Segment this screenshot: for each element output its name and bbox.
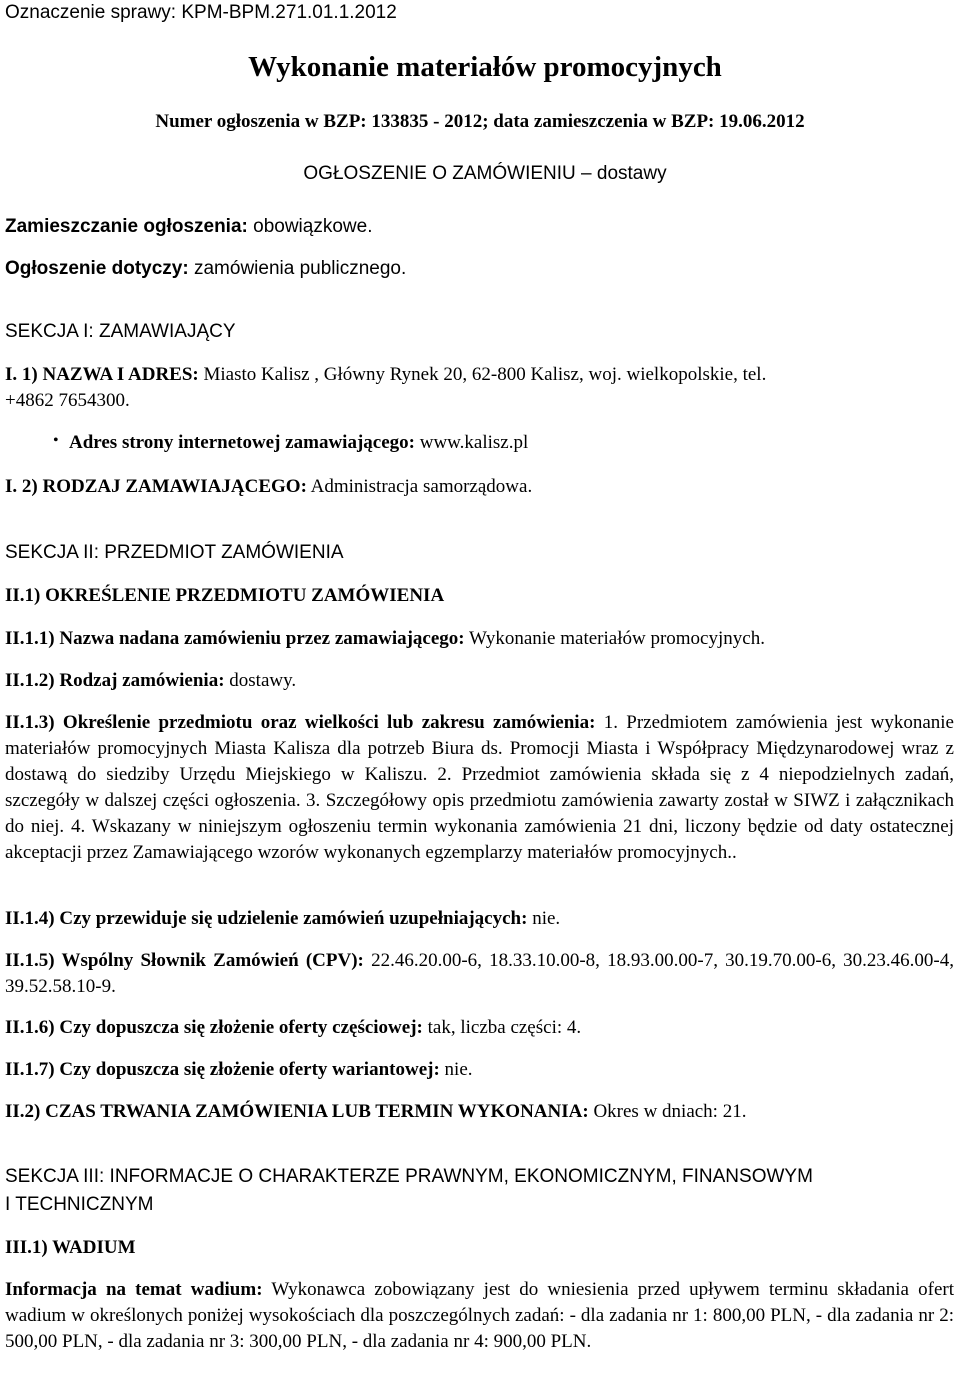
- ii11-label: II.1.1) Nazwa nadana zamówieniu przez zamawiającego:: [5, 628, 465, 649]
- posting-line: [5, 216, 956, 238]
- section-3-heading-line-1: SEKCJA III: INFORMACJE O CHARAKTERZE PRAWNYM, EKONOMICZNYM, FINANSOWYM: [5, 1166, 813, 1187]
- website-label: Adres strony internetowej zamawiającego:: [69, 432, 415, 453]
- bzp-number-line: Numer ogłoszenia w BZP: 133835 - 2012; data zamieszczenia w BZP: 19.06.2012: [155, 111, 805, 132]
- ii1-heading: II.1) OKREŚLENIE PRZEDMIOTU ZAMÓWIENIA: [5, 585, 445, 606]
- ii16-value: tak, liczba części: 4.: [422, 1017, 582, 1038]
- ii17-label: II.1.7) Czy dopuszcza się złożenie oferty wariantowej:: [5, 1059, 440, 1080]
- bullet-icon: •: [53, 432, 59, 449]
- i1-label: I. 1) NAZWA I ADRES:: [5, 364, 199, 385]
- i1-value: Miasto Kalisz , Główny Rynek 20, 62-800 Kalisz, woj. wielkopolskie, tel.: [198, 364, 767, 385]
- ii13-value: 1. Przedmiotem zamówienia jest wykonanie materiałów promocyjnych Miasta Kalisza dla potrzeb Biura ds. Promocji Miasta i Współpracy Międzynarodowej wraz z dostawą do siedziby Urzędu Miejskiego w Kaliszu. 2. Przedmiot zamówienia składa się z 4 niepodzielnych zadań, szczegóły w dalszej części ogłoszenia. 3. Szczegółowy opis przedmiotu zamówienia zawarty został w SIWZ i załącznikach do niej. 4. Wskazany w niniejszym ogłoszeniu termin wykonania zamówienia 21 dni, liczony będzie od daty ostatecznej akceptacji przez Zamawiającego wzorów wykonanych egzemplarzy materiałów promocyjnych..: [5, 712, 954, 863]
- ii12-line: [5, 670, 956, 692]
- wadium-label: Informacja na temat wadium:: [5, 1279, 263, 1300]
- i2-label: I. 2) RODZAJ ZAMAWIAJĄCEGO:: [5, 476, 307, 497]
- wadium-value: Wykonawca zobowiązany jest do wniesienia przed upływem terminu składania ofert wadium w określonych poniżej wysokościach dla poszczególnych zadań: - dla zadania nr 1: 800,00 PLN, - dla zadania nr 2: 500,00 PLN, - dla zadania nr 3: 300,00 PLN, - dla zadania nr 4: 900,00 PLN.: [5, 1279, 954, 1352]
- ii17-value: nie.: [439, 1059, 473, 1080]
- website-value[interactable]: www.kalisz.pl: [414, 432, 529, 453]
- website-bullet: [5, 432, 956, 454]
- i2-value: Administracja samorządowa.: [306, 476, 533, 497]
- case-reference: Oznaczenie sprawy: KPM-BPM.271.01.1.2012: [5, 2, 397, 23]
- posting-label: Zamieszczanie ogłoszenia:: [5, 216, 248, 237]
- i1-name-address: [5, 364, 956, 386]
- ii16-line: [5, 1017, 956, 1039]
- i2-contracting-type: [5, 476, 956, 498]
- wadium-paragraph: [5, 1277, 954, 1355]
- ii11-line: [5, 628, 956, 650]
- concerns-value: zamówienia publicznego.: [188, 258, 407, 279]
- ii14-line: [5, 908, 956, 930]
- ii12-label: II.1.2) Rodzaj zamówienia:: [5, 670, 225, 691]
- ii15-value: 22.46.20.00-6, 18.33.10.00-8, 18.93.00.00-7, 30.19.70.00-6, 30.23.46.00-4, 39.52.58.10-9.: [5, 950, 954, 997]
- ii13-paragraph: [5, 710, 954, 866]
- ii15-paragraph: [5, 948, 954, 1000]
- ii2-line: [5, 1101, 956, 1123]
- ii15-label: II.1.5) Wspólny Słownik Zamówień (CPV):: [5, 950, 364, 971]
- ii11-value: Wykonanie materiałów promocyjnych.: [464, 628, 765, 649]
- ii17-line: [5, 1059, 956, 1081]
- section-1-heading: SEKCJA I: ZAMAWIAJĄCY: [5, 321, 236, 342]
- ii14-label: II.1.4) Czy przewiduje się udzielenie zamówień uzupełniających:: [5, 908, 528, 929]
- ii12-value: dostawy.: [224, 670, 297, 691]
- posting-value: obowiązkowe.: [247, 216, 373, 237]
- section-2-heading: SEKCJA II: PRZEDMIOT ZAMÓWIENIA: [5, 542, 344, 563]
- ii14-value: nie.: [527, 908, 561, 929]
- ii16-label: II.1.6) Czy dopuszcza się złożenie oferty częściowej:: [5, 1017, 423, 1038]
- concerns-line: [5, 258, 956, 280]
- ii13-label: II.1.3) Określenie przedmiotu oraz wielkości lub zakresu zamówienia:: [5, 712, 596, 733]
- notice-type: OGŁOSZENIE O ZAMÓWIENIU – dostawy: [303, 163, 667, 184]
- section-3-heading-line-2: I TECHNICZNYM: [5, 1194, 154, 1215]
- concerns-label: Ogłoszenie dotyczy:: [5, 258, 189, 279]
- i1-value-continued: +4862 7654300.: [5, 390, 130, 411]
- iii1-heading: III.1) WADIUM: [5, 1237, 136, 1258]
- ii2-label: II.2) CZAS TRWANIA ZAMÓWIENIA LUB TERMIN WYKONANIA:: [5, 1101, 589, 1122]
- ii2-value: Okres w dniach: 21.: [588, 1101, 747, 1122]
- document-title: Wykonanie materiałów promocyjnych: [248, 51, 722, 83]
